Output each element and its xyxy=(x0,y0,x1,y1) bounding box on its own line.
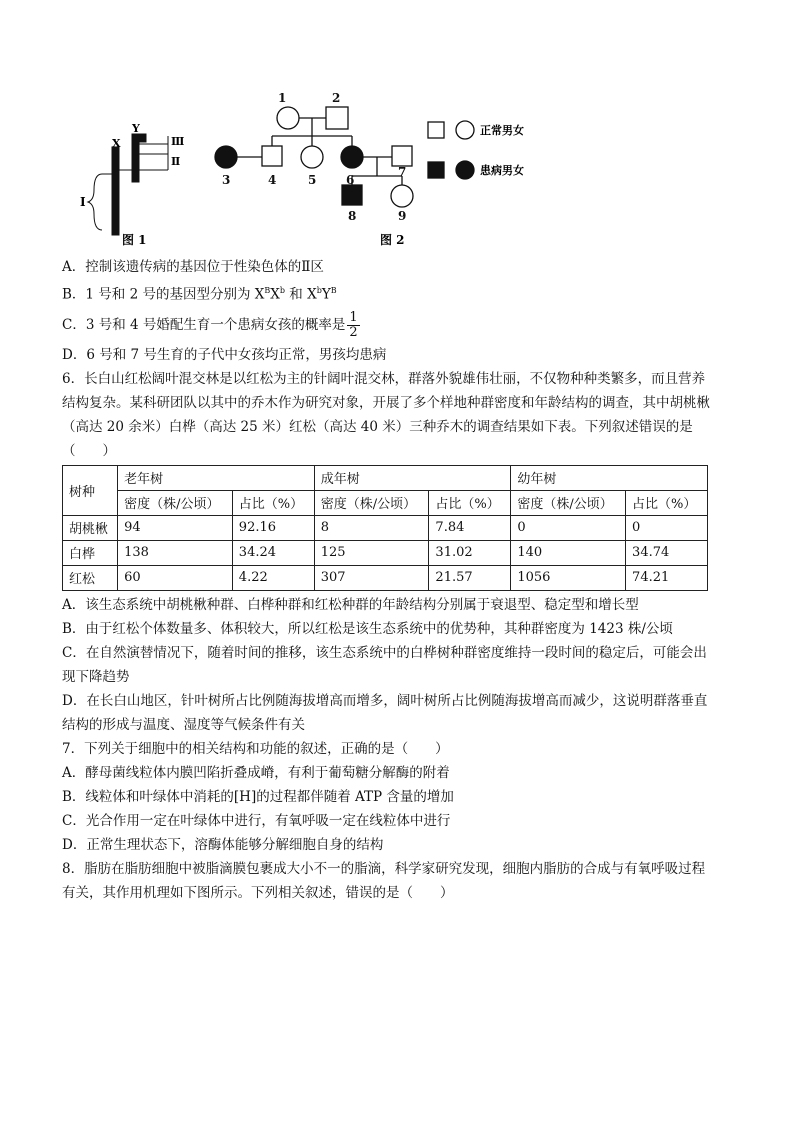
pedigree-label-2: 2 xyxy=(332,92,341,105)
table-subheader-row xyxy=(63,490,708,515)
q6-option-c-line-2: 现下降趋势 xyxy=(62,668,130,685)
q7-option-c: C．光合作用一定在叶绿体中进行，有氧呼吸一定在线粒体中进行 xyxy=(62,812,451,829)
table-cell: 31.02 xyxy=(429,540,511,565)
region-1-label: Ⅰ xyxy=(80,195,86,209)
table-cell: 7.84 xyxy=(429,515,511,540)
person-7-normal-male xyxy=(392,146,412,166)
figure-2-caption: 图 2 xyxy=(380,233,405,247)
table-cell: 胡桃楸 xyxy=(63,515,118,540)
q7-option-a: A．酵母菌线粒体内膜凹陷折叠成嵴，有利于葡萄糖分解酶的附着 xyxy=(62,764,450,781)
table-header-row xyxy=(63,465,708,490)
pedigree-label-1: 1 xyxy=(278,92,287,105)
q5-c-fraction xyxy=(347,311,359,340)
legend-normal-female-circle xyxy=(456,121,474,139)
table-row xyxy=(63,515,708,540)
q5-c-numerator: 1 xyxy=(349,309,358,325)
table-cell: 94 xyxy=(118,515,233,540)
person-8-affected-male xyxy=(342,185,362,205)
figure-1-chromosomes xyxy=(88,134,168,235)
pedigree-label-8: 8 xyxy=(348,209,357,223)
pedigree-label-6: 6 xyxy=(346,173,355,187)
q7-option-b: B．线粒体和叶绿体中消耗的[H]的过程都伴随着 ATP 含量的增加 xyxy=(62,788,454,805)
subheader-percent: 占比（%） xyxy=(626,490,708,515)
table-cell: 92.16 xyxy=(232,515,314,540)
q6-option-b: B．由于红松个体数量多、体积较大，所以红松是该生态系统中的优势种，其种群密度为 1423 株/公顷 xyxy=(62,620,673,637)
subheader-percent: 占比（%） xyxy=(429,490,511,515)
figure-area xyxy=(80,92,560,252)
q5-b-sup-4: B xyxy=(330,286,337,295)
legend-affected-female-circle xyxy=(456,161,474,179)
q5-b-sup-1: B xyxy=(264,286,271,295)
tree-survey-table xyxy=(62,465,708,591)
pedigree-label-4: 4 xyxy=(268,173,277,187)
x-label: X xyxy=(112,137,121,150)
q8-stem-line-2: 有关，其作用机理如下图所示。下列相关叙述，错误的是（ ） xyxy=(62,884,454,901)
table-cell: 60 xyxy=(118,565,233,590)
table-cell: 307 xyxy=(314,565,429,590)
q5-option-b xyxy=(62,279,732,307)
q5-option-a: A．控制该遗传病的基因位于性染色体的Ⅱ区 xyxy=(62,259,324,275)
header-young-trees: 幼年树 xyxy=(511,465,708,490)
table-cell: 34.24 xyxy=(232,540,314,565)
pedigree-label-5: 5 xyxy=(308,173,317,187)
legend-affected-label: 患病男女 xyxy=(480,164,524,177)
table-cell: 4.22 xyxy=(232,565,314,590)
table-cell: 140 xyxy=(511,540,626,565)
q6-option-d-line-2: 结构的形成与温度、湿度等气候条件有关 xyxy=(62,716,305,733)
figure-2-pedigree xyxy=(215,107,413,207)
table-row xyxy=(63,540,708,565)
table-cell: 125 xyxy=(314,540,429,565)
person-9-normal-female xyxy=(391,185,413,207)
subheader-percent: 占比（%） xyxy=(232,490,314,515)
pedigree-label-7: 7 xyxy=(398,165,407,179)
q7-stem: 7．下列关于细胞中的相关结构和功能的叙述，正确的是（ ） xyxy=(62,740,449,757)
q5-c-text: C．3 号和 4 号婚配生育一个患病女孩的概率是 xyxy=(62,316,346,333)
q5-c-denominator: 2 xyxy=(349,324,358,340)
table-cell: 74.21 xyxy=(626,565,708,590)
y-label: Y xyxy=(132,122,140,135)
legend-affected-male-square xyxy=(428,162,444,178)
person-5-normal-female xyxy=(301,146,323,168)
question-content xyxy=(62,255,732,905)
header-species: 树种 xyxy=(63,465,118,515)
y-chromosome xyxy=(132,134,139,182)
legend-normal-male-square xyxy=(428,122,444,138)
pedigree-label-3: 3 xyxy=(222,173,231,187)
region-3-label: Ⅲ xyxy=(171,135,185,148)
subheader-density: 密度（株/公顷） xyxy=(314,490,429,515)
region-2-label: Ⅱ xyxy=(171,155,181,168)
x-chromosome xyxy=(112,147,119,235)
q6-option-c-line-1: C．在自然演替情况下，随着时间的推移，该生态系统中的白桦树种群密度维持一段时间的稳定后，可能会出 xyxy=(62,644,707,661)
q6-stem-line-1: 6．长白山红松阔叶混交林是以红松为主的针阔叶混交林，群落外貌雄伟壮丽，不仅物种种类繁多，而且营养 xyxy=(62,370,706,387)
table-row xyxy=(63,565,708,590)
pedigree-legend xyxy=(428,121,474,179)
pedigree-label-9: 9 xyxy=(398,209,407,223)
person-4-normal-male xyxy=(262,146,282,166)
q5-b-text-3: 和 X xyxy=(285,286,317,303)
q5-b-text: B．1 号和 2 号的基因型分别为 X xyxy=(62,286,265,303)
table-cell: 白桦 xyxy=(63,540,118,565)
header-old-trees: 老年树 xyxy=(118,465,315,490)
person-2-normal-male xyxy=(326,107,348,129)
table-cell: 21.57 xyxy=(429,565,511,590)
table-cell: 138 xyxy=(118,540,233,565)
subheader-density: 密度（株/公顷） xyxy=(511,490,626,515)
table-cell: 0 xyxy=(626,515,708,540)
legend-normal-label: 正常男女 xyxy=(480,124,524,137)
q5-b-sup-3: b xyxy=(316,286,322,295)
table-cell: 8 xyxy=(314,515,429,540)
q5-b-text-4: Y xyxy=(321,286,331,303)
q6-option-d-line-1: D．在长白山地区，针叶树所占比例随海拔增高而增多，阔叶树所占比例随海拔增高而减少，这说明群落垂直 xyxy=(62,692,708,709)
q5-b-text-2: X xyxy=(270,286,280,303)
q7-option-d: D．正常生理状态下，溶酶体能够分解细胞自身的结构 xyxy=(62,836,384,853)
person-3-affected-female xyxy=(215,146,237,168)
q8-stem-line-1: 8．脂肪在脂肪细胞中被脂滴膜包裹成大小不一的脂滴，科学家研究发现，细胞内脂肪的合成与有氧呼吸过程 xyxy=(62,860,706,877)
q6-stem-line-4: （ ） xyxy=(62,442,116,459)
q6-stem-line-2: 结构复杂。某科研团队以其中的乔木作为研究对象，开展了多个样地种群密度和年龄结构的调查，其中胡桃楸 xyxy=(62,394,710,411)
header-adult-trees: 成年树 xyxy=(314,465,511,490)
q6-stem-line-3: （高达 20 余米）白桦（高达 25 米）红松（高达 40 米）三种乔木的调查结果如下表。下列叙述错误的是 xyxy=(62,418,693,435)
q5-option-d: D．6 号和 7 号生育的子代中女孩均正常，男孩均患病 xyxy=(62,346,387,363)
q6-option-a: A．该生态系统中胡桃楸种群、白桦种群和红松种群的年龄结构分别属于衰退型、稳定型和增长型 xyxy=(62,596,639,613)
q5-option-c xyxy=(62,307,732,343)
subheader-density: 密度（株/公顷） xyxy=(118,490,233,515)
q5-b-sup-2: b xyxy=(279,286,286,295)
person-1-normal-female xyxy=(277,107,299,129)
genetics-figures xyxy=(80,92,560,252)
y-chromosome-cap xyxy=(139,134,146,142)
table-cell: 34.74 xyxy=(626,540,708,565)
figure-1-caption: 图 1 xyxy=(122,233,147,247)
table-cell: 0 xyxy=(511,515,626,540)
table-cell: 1056 xyxy=(511,565,626,590)
table-cell: 红松 xyxy=(63,565,118,590)
person-6-affected-female xyxy=(341,146,363,168)
